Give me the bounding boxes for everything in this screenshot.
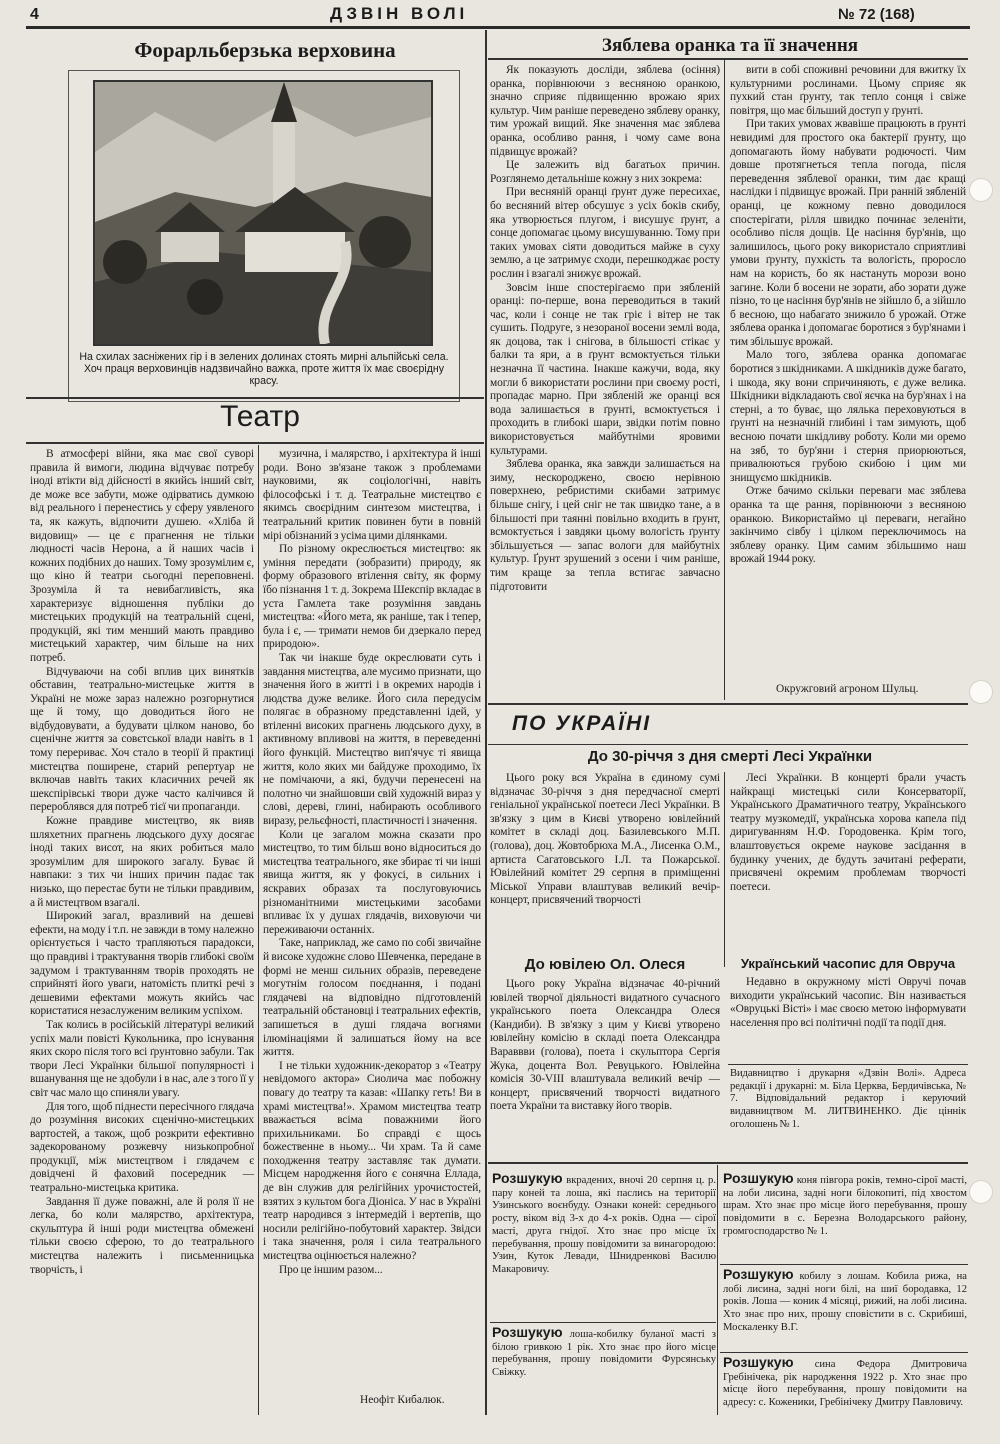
section-rule	[488, 703, 968, 705]
paragraph: По різному окреслюється мистецтво: як уміння передати (зобразити) природу, як форму образового втілення світу, як форму їбо пізнання 1 т. д. Зокрема Шекспір вкладає в уста Гамлета таке розуміння завдань мистецтва: «Його мета, як раніше, так і тепер, була і є, — тримати немов би дзеркало перед природою».	[263, 543, 481, 651]
olesya-text	[490, 978, 720, 1154]
ad-horse-grey	[723, 1172, 967, 1264]
ploughing-column-1	[490, 64, 720, 700]
ovruch-text	[730, 976, 966, 1060]
olesya-headline: До ювілею Ол. Олеся	[524, 956, 686, 973]
paragraph: Завдання її дуже поважні, але й роля її не легка, бо коли малярство, архітектура, скульптура й інші роди мистецтва обмежені тільки своєю сферою, то до театрального мистецтва належить і письменницька творчість, і	[30, 1195, 254, 1276]
village-photo	[93, 80, 433, 346]
paragraph: Отже бачимо скільки переваги має зяблева оранка та ще рання, порівнюючи з весняною оранкою. Використаймо ці переваги, негайно закінчимо сівбу і цілком переключимось на зяблеву оранку. Цим самим збільшимо наш врожай 1944 року.	[730, 485, 966, 566]
paragraph: Як показують досліди, зяблева (осіння) оранка, порівнюючи з весняною оранкою, значно сприяє підвищенню врожаю ярих культур. Чим раніше переведено зяблеву оранку, тим урожай вищий. Яке значення має зяблева оранка, особливо рання, і чому саме вона підвищує врожай?	[490, 64, 720, 158]
paragraph: При весняній оранці ґрунт дуже пересихає, бо весняний вітер обсушує з усіх боків скибу, яка утворюється плугом, і висушує ґрунт, а сонце допомагає цьому висушуванню. Тому при таких умовах сіяти доводиться майже в суху землю, а це затримує сходи, перешкоджає росту рослин і взагалі знижує врожай.	[490, 186, 720, 280]
column-divider	[258, 445, 259, 1415]
lesya-headline: До 30-річчя з дня смерті Лесі Українки	[587, 748, 873, 765]
ploughing-headline: Зяблева оранка та її значення	[601, 35, 859, 56]
section-rule	[26, 397, 484, 399]
ad-keyword: Розшукую	[723, 1268, 794, 1282]
ploughing-signature: Окружговий агроном Шульц.	[776, 683, 919, 695]
ukraine-section-title: ПО УКРАЇНІ	[512, 712, 652, 735]
theatre-headline: Театр	[220, 400, 300, 433]
ad-rule	[720, 1264, 968, 1265]
section-rule	[488, 58, 968, 60]
ad-keyword: Розшукую	[723, 1356, 794, 1370]
section-rule	[728, 1064, 968, 1065]
column-divider	[485, 30, 487, 1415]
vorarlberg-headline: Форарльберзька верховина	[134, 38, 396, 62]
paragraph: Кожне правдиве мистецтво, як вияв шляхетних прагнень людського духу досягає іноді таких висот, на яких робиться мало зрозумілим для широкого загалу. Буває й навпаки: з тих чи інших причин падає так низько, що перестає бути не тільки правдивим, а й мистецтвом взагалі.	[30, 815, 254, 909]
punch-hole	[969, 1180, 993, 1204]
paragraph: Широкий загал, вразливий на дешеві ефекти, на моду і т.п. не завжди в тому належно орієнтується і часто трапляються парадокси, що правдиві і трактування творів глибокі своїм задумом і трактуванням творів проходять не сприйняті його уваги, натомість плиткі речі з дешевими ефектами можуть якийсь час користатися незаслуженим великим успіхом.	[30, 910, 254, 1018]
paragraph: Цього року вся Україна в єдиному сумі відзначає 30-річчя з дня передчасної смерті геніальної української поетеси Лесі Українки. В зв'язку з цим в Києві утворено ювілейний комітет в складі доц. Базилевського М.П. (голова), доц. Жовтобрюха М.А., Лисенка О.М., артиста Сагатовського І.Л. та Пожарської. Ювілейний комітет 29 серпня в приміщенні Міської Управи влаштував великий вечір-концерт, присвячений творчості	[490, 772, 720, 907]
ad-text: кобилу з лошам. Кобила рижа, на лобі лисина, задні ноги білі, на шиї бородавка, 12 років. Лоша — коник 4 місяці, рижий, на лобі лисина. Хто знає про них, прошу сповістити в с. Скрибиші, Москаленку В.Г.	[723, 1271, 967, 1333]
paragraph: Так чи інакше буде окреслювати суть і завдання мистецтва, але мусимо признати, що значення його в житті і в окремих народів і людства дуже велике. Його сила передусім полягає в образному представленні ідей, у втіленні високих прагнень людського духу, в активному впливові на життя, в переведенні його функцій. Мистецтво вип'ячує ті явища життя, коло яких ми байдуже проходимо, їх не помічаючи, а які, будучи перенесені на полотно чи знайшовши свій художній вираз у слові, дереві, глині, набирають особливого виразу, рельєфності, пластичності і значення.	[263, 651, 481, 828]
photo-caption: На схилах засніжених гір і в зелених долинах стоять мирні альпійські села. Хоч праця верховинців надзвичайно важка, проте життя їх має своєрідну красу.	[79, 351, 449, 387]
lesya-column-1	[490, 772, 720, 948]
ad-rule	[490, 1322, 716, 1323]
paragraph: Про це іншим разом...	[279, 1263, 383, 1276]
theatre-signature: Неофіт Кибалюк.	[360, 1394, 445, 1406]
issue-number: № 72 (168)	[838, 6, 915, 23]
paragraph: І не тільки художник-декоратор з «Театру невідомого актора» Сиолича має побожну повагу до театру та казав: «Шапку геть! Ви в храмі мистецтва!». Храмом мистецтва театр вважається всіма поважними його прихильниками. Бо справді є щось божественне в ньому... Чи храм. Та й саме походження театру заставляє так думати. Місцем народження його є сонячна Еллада, де він служив для релігійних урочистостей, взятих з культом бога Діоніса. У нас в Україні театр народився з інтермедій і вертепів, що носили релігійно-побутовий характер. Звідси і така значення, роля і сила театрального мистецтва оцінюється належно?	[263, 1059, 481, 1263]
column-divider	[724, 772, 725, 967]
lesya-column-2	[730, 772, 966, 936]
paragraph: Відчуваючи на собі вплив цих винятків обставин, театрально-мистецьке життя в Україні не може зараз належно розгорнутися ще й тому, що доводиться його не відбудовувати, а будувати цілком наново, бо сценічне життя за совєтської влади навіть в 1 тому перериває. Хоч стало в теорії й практиці мистецтва поширене, старий репертуар не включав навіть таких класичних речей як шекспірівські твори дуже часто калічився й перероблявся для потреб тієї чи пропаганди.	[30, 665, 254, 814]
paragraph: Цього року Україна відзначає 40-річний ювілей творчої діяльності видатного сучасного українського поета Олександра Олеся (Кандиби). В зв'язку з цим у Києві утворено ювілейну комісію в складі поета Олександра Вараввви (голова), поета і скульптора Сергія Жука, доцента Вол. Ревуцького. Ювілейна комісія 30-VIII влаштувала великий вечір — концерт, присвячений творчості видатного поета України та виставку його творів.	[490, 978, 720, 1113]
ploughing-column-2	[730, 64, 966, 676]
ad-keyword: Розшукую	[723, 1172, 794, 1186]
theatre-column-2	[263, 448, 481, 1388]
paragraph: Так колись в російській літературі великий успіх мали повісті Кукольника, про існування яких скоро після того всі ґрунтовно забули. Так твори Лесі Українки більшої популярності і вшанування ще не здобули і в нас, але з того її у світ час мало що спиняли увагу.	[30, 1018, 254, 1099]
ad-text: коня півгора років, темно-сірої масті, на лоби лисина, задні ноги білокопиті, під хвостом шрам. Хто знає про місце його перебування, прошу повідомити в с. Березна Володарського району, громгосподарство № 1.	[723, 1175, 967, 1237]
theatre-column-1	[30, 448, 254, 1414]
paragraph: Таке, наприклад, же само по собі звичайне й високе художнє слово Шевченка, передане в формі не менш сильних образів, переведене могутнім голосом поєднання, і подані глядачеві на відповідно підготовленій театральній обстановці і театральних ефектів, запишеться в душі глядача вогнями ілюмінаціями й залишаться йому на все життя.	[263, 937, 481, 1059]
punch-hole	[969, 680, 993, 704]
paragraph: вити в собі споживні речовини для вжитку їх культурними рослинами. Цьому сприяє як пухкий стан ґрунту, так тепло сонця і свіже повітря, що має більший доступ у ґрунті.	[730, 64, 966, 117]
paragraph: В атмосфері війни, яка має свої суворі правила й вимоги, людина відчуває потребу іноді втікти від дійсності в якийсь інший світ, де може все забути, може одірватись думкою від реального і перенестись у сферу уявленого та, як кажуть, відпочити душею. «Хліба й видовищ» — це є прагнення не тільки людності часів Нерона, а й наших часів і кожних подібних до наших. Тому зрозумілим є, що кіно й театри сьогодні переповнені. Зрозуміла й та невибагливість, яка характеризує відношення публіки до мистецьких продукцій на театральній сцені, продукцій, які тим менший мають правдиво мистецький характер, чим більше на них потреб.	[30, 448, 254, 664]
paragraph: При таких умовах жвавіше працюють в ґрунті невидимі для простого ока бактерії ґрунту, що допомагають йому набувати родючості. Чим довше протягнеться тепла погода, після переведення зяблевої оранки, тим дає кращі наслідки і підвищує врожай. При ранній зябленій оранці, це кожному певно доводилося спостерігати, рілля швидко починає зеленіти, особливо після дощів. Це насіння бур'янів, що залишилось, цього року використало сприятливі умови ґрунту, пухкість та вологість, проросло нам на користь, бо як настануть морози воно загине. Коли б восени не зорати, або зорати дуже пізно, то це насіння бур'янів не зійшло б, а зійшло б весною, що набагато знижило б урожай. Отже зяблева оранка і допомагає боротися з бур'янами і тим збільшує врожай.	[730, 118, 966, 348]
section-rule	[488, 1162, 968, 1164]
section-rule	[26, 442, 484, 444]
ad-keyword: Розшукую	[492, 1326, 563, 1340]
masthead-rule	[26, 26, 970, 29]
ad-mare	[723, 1268, 967, 1352]
ad-text: вкрадених, вночі 20 серпня ц. р. пару коней та лоша, які паслись на території Узинського воєнбуду. Ознаки коней: середнього росту, віком від 3-х до 4-х років. Одна — сірої масті, друга гнідої. Хто знає про місце їх перебування, прошу повідомити за винагородою: Узин, Куток Левади, Шнидренкові Василю Макаровичу.	[492, 1175, 716, 1275]
paragraph: Недавно в окружному місті Овручі почав виходити український часопис. Він називається «Овруцькі Вісті» і має своєю метою інформувати населення про всі політичні події та події дня.	[730, 976, 966, 1029]
paragraph: Зовсім інше спостерігаємо при зябленій оранці: по-перше, вона переводиться в такий час, коли і сонце не так гріє і вітер не так сушить. Подруге, з незораної восени землі вода, як доцова, так і снігова, в більшості стікає у балки та яри, а в ґрунт всмоктується тільки незначна її частина. Інакше кажучи, вода, яку могли б використати рослини при своєму рості, пропадає марно. При зябленій же оранці вся вода залишається в ґрунті, всмоктується і проходить в глибокі шари, звідки потім повно використовується майбутніми яровими культурами.	[490, 281, 720, 457]
paragraph: Коли це загалом можна сказати про мистецтво, то тим більш воно відноситься до мистецтва театрального, яке збирає ті чи інші явища життя, як у фокусі, в сильних і яскравих образах та послуговуючись різноманітними мистецькими засобами впливає їх у душах глядачів, виховуючи чи переживаючи останніх.	[263, 828, 481, 936]
ovruch-headline: Український часопис для Овруча	[740, 956, 956, 971]
paragraph: музична, і малярство, і архітектура й інші роди. Воно зв'язане також з проблемами науковими, як соціологічні, навіть філософські і т. д. Театральне мистецтво є якимсь своєрідним синтезом мистецтва, і театральний критик повинен бути в повній мірі обізнаний з усіма цими ділянками.	[263, 448, 481, 542]
punch-hole	[969, 178, 993, 202]
paragraph: Це залежить від багатьох причин. Розглянемо детальніше кожну з них зокрема:	[490, 159, 720, 185]
column-divider	[717, 1165, 718, 1415]
section-rule	[488, 744, 968, 745]
ad-rule	[720, 1352, 968, 1353]
ad-text: лоша-кобилку буланої масті з білою гривкою 1 рік. Хто знає про його місце перебування, прошу повідомити Фурсянську Свіжку.	[492, 1329, 716, 1379]
ad-horses	[492, 1172, 716, 1322]
masthead	[0, 4, 1000, 26]
paragraph: Мало того, зяблева оранка допомагає боротися з шкідниками. А шкідників дуже багато, і шкода, яку вони спричиняють, є дуже велика. Шкідники відкладають свої яєчка на бур'янах і на стерні, а то буває, що лялька переховуються в ґрунті на незначній глибині і там зимують, щоб весною почати шкідливу роботу. Коли ми оремо на зяб, то бур'яни і стерня приорюються, привалюються грубою скибою і цим ми знищуємо шкідників.	[730, 349, 966, 484]
ad-keyword: Розшукую	[492, 1172, 563, 1186]
column-divider	[724, 60, 725, 700]
ad-text: сина Федора Дмитровича Гребінічека, рік народження 1922 р. Хто знає про місце його перебування, прошу повідомити на адресу: с. Коженики, Гребінічеку Дмитру Павловичу.	[723, 1359, 967, 1409]
newspaper-title: ДЗВІН ВОЛІ	[330, 4, 469, 23]
paragraph: Лесі Українки. В концерті брали участь найкращі мистецькі сили Консерваторії, Українського Драматичного театру, Українського театру музкомедії, українська хорова капела під диригуванням Н.Ф. Городовенка. Крім того, влаштовується окреме наукове засідання в будинку учених, де будуть зачитані реферати, присвячені окремим проблемам творчості поетеси.	[730, 772, 966, 893]
publisher-info: Видавництво і друкарня «Дзвін Волі». Адреса редакції і друкарні: м. Біла Церква, Бердичівська, № 7. Відповідальний редактор і керуючий видавництвом М. ЛИТВИНЕНКО. Діє ціннік оголошень № 1.	[730, 1068, 966, 1130]
alpine-village-image	[95, 82, 431, 344]
page-number: 4	[30, 6, 39, 23]
paragraph: Зяблева оранка, яка завжди залишається на зиму, нескороджено, своєю нерівною поверхнею, ребристими скибами затримує більше снігу, і цей сніг не так швидко тане, а в більшості при таянні повільно входить в ґрунт, всмоктується і завдяки цьому вологість ґрунту збільшується — запас вологи для майбутніх культур. Ґрунт зрушений з осени і чим раніше, тим краще за тепла встигає завчасно підготовити	[490, 458, 720, 593]
ad-filly	[492, 1326, 716, 1414]
ad-son	[723, 1356, 967, 1416]
paragraph: Для того, щоб піднести пересічного глядача до розуміння високих сценічно-мистецьких вартостей, а також, щоб розкрити ефективно задекорованому розжевчу низькопробної продукції, між мистецтвом і глядачем є довідчені й фаховий посередник — театрально-мистецька критика.	[30, 1100, 254, 1195]
